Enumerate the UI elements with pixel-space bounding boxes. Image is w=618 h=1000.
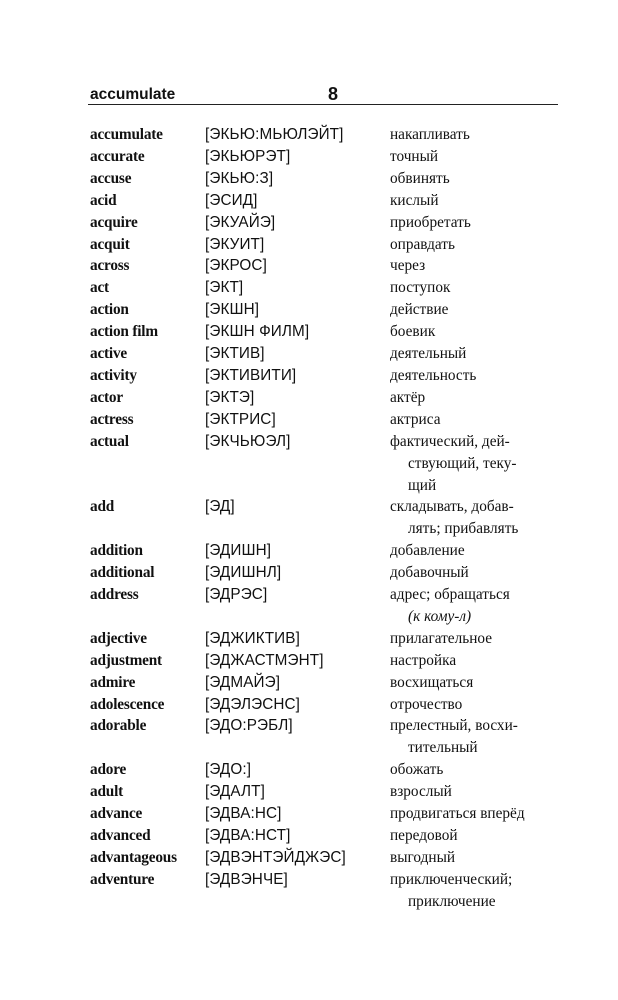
translation-line: накапливать bbox=[390, 126, 470, 143]
translation-line: тительный bbox=[408, 739, 478, 757]
dictionary-entry bbox=[90, 759, 560, 781]
entry-translation bbox=[390, 168, 560, 190]
translation-line: обвинять bbox=[390, 169, 450, 187]
translation-line: актёр bbox=[390, 388, 426, 406]
translation-line: приключение bbox=[408, 892, 496, 910]
translation-line: оправдать bbox=[390, 235, 455, 253]
entry-word: activity bbox=[90, 366, 137, 384]
entry-translation bbox=[390, 365, 560, 387]
entry-pronunciation: [ЭДЭЛЭСНС] bbox=[205, 695, 301, 713]
entry-word: active bbox=[90, 345, 128, 363]
entry-pronunciation: [ЭКЬЮРЭТ] bbox=[205, 147, 291, 165]
entry-word: accurate bbox=[90, 147, 145, 165]
entry-word: action bbox=[90, 301, 129, 319]
entry-word: action film bbox=[90, 323, 158, 341]
entry-pronunciation: [ЭКУИТ] bbox=[205, 235, 265, 253]
entry-pronunciation: [ЭКТЭ] bbox=[205, 388, 255, 406]
dictionary-entry bbox=[90, 321, 560, 343]
entry-word: actress bbox=[90, 410, 134, 428]
dictionary-entry bbox=[90, 277, 560, 299]
dictionary-entry bbox=[90, 781, 560, 803]
entry-translation bbox=[390, 255, 560, 277]
entry-translation bbox=[390, 190, 560, 212]
entry-pronunciation: [ЭДО:РЭБЛ] bbox=[205, 717, 293, 735]
dictionary-entry bbox=[90, 694, 560, 716]
dictionary-entry bbox=[90, 343, 560, 365]
entry-translation bbox=[390, 781, 560, 803]
entry-translation bbox=[390, 628, 560, 650]
translation-line: кислый bbox=[390, 191, 439, 209]
entry-pronunciation: [ЭКШН] bbox=[205, 301, 260, 319]
entry-translation bbox=[390, 715, 560, 759]
dictionary-entry bbox=[90, 365, 560, 387]
page-number: 8 bbox=[327, 84, 338, 104]
translation-line: через bbox=[390, 257, 426, 275]
entry-translation bbox=[390, 847, 560, 869]
entry-word: additional bbox=[90, 564, 155, 582]
entry-pronunciation: [ЭДИШНЛ] bbox=[205, 564, 282, 582]
entry-pronunciation: [ЭКЬЮ:МЬЮЛЭЙТ] bbox=[205, 126, 344, 143]
entry-pronunciation: [ЭДЖИКТИВ] bbox=[205, 629, 300, 647]
entry-pronunciation: [ЭДВА:НС] bbox=[205, 805, 282, 823]
entry-translation bbox=[390, 584, 560, 628]
entry-word: actor bbox=[90, 388, 123, 406]
dictionary-entry bbox=[90, 387, 560, 409]
translation-line bbox=[390, 606, 560, 628]
entry-translation bbox=[390, 869, 560, 913]
dictionary-entry bbox=[90, 715, 560, 759]
entries-list bbox=[90, 124, 560, 913]
entry-word: adjective bbox=[90, 629, 147, 647]
entry-translation bbox=[390, 146, 560, 168]
translation-line: настройка bbox=[390, 651, 457, 669]
dictionary-entry bbox=[90, 672, 560, 694]
dictionary-entry bbox=[90, 255, 560, 277]
entry-word: admire bbox=[90, 673, 136, 691]
entry-translation bbox=[390, 212, 560, 234]
translation-line: отрочество bbox=[390, 695, 463, 713]
dictionary-entry bbox=[90, 650, 560, 672]
entry-translation bbox=[390, 496, 560, 540]
translation-line: складывать, добав- bbox=[390, 498, 514, 516]
dictionary-entry bbox=[90, 409, 560, 431]
translation-line: поступок bbox=[390, 279, 451, 297]
entry-translation bbox=[390, 650, 560, 672]
entry-translation bbox=[390, 825, 560, 847]
entry-word: act bbox=[90, 279, 109, 297]
dictionary-entry bbox=[90, 190, 560, 212]
dictionary-entry bbox=[90, 803, 560, 825]
entry-translation bbox=[390, 124, 560, 146]
translation-line: щий bbox=[408, 476, 437, 494]
entry-word: actual bbox=[90, 432, 129, 450]
translation-line: боевик bbox=[390, 323, 436, 341]
header-rule bbox=[88, 104, 558, 105]
entry-word: adult bbox=[90, 783, 124, 801]
entry-word: adolescence bbox=[90, 695, 165, 713]
translation-line: деятельность bbox=[390, 366, 477, 384]
translation-line: прелестный, восхи- bbox=[390, 717, 518, 735]
entry-pronunciation: [ЭДЖАСТМЭНТ] bbox=[205, 651, 324, 669]
entry-word: accumulate bbox=[90, 126, 163, 143]
translation-line: добавочный bbox=[390, 564, 469, 582]
entry-pronunciation: [ЭДО:] bbox=[205, 761, 252, 779]
translation-line: продвигаться вперёд bbox=[390, 805, 525, 823]
entry-word: across bbox=[90, 257, 130, 275]
entry-translation bbox=[390, 343, 560, 365]
entry-word: address bbox=[90, 586, 139, 604]
entry-translation bbox=[390, 299, 560, 321]
entry-word: adorable bbox=[90, 717, 147, 735]
entry-pronunciation: [ЭСИД] bbox=[205, 191, 258, 209]
dictionary-entry bbox=[90, 431, 560, 497]
entry-word: addition bbox=[90, 542, 143, 560]
translation-line: ствующий, теку- bbox=[408, 454, 517, 472]
dictionary-entry bbox=[90, 146, 560, 168]
entry-word: accuse bbox=[90, 169, 132, 187]
entry-word: adore bbox=[90, 761, 127, 779]
translation-line: лять; прибавлять bbox=[408, 520, 519, 538]
entry-translation bbox=[390, 672, 560, 694]
entry-pronunciation: [ЭДВЭНЧЕ] bbox=[205, 870, 288, 888]
entry-pronunciation: [ЭДМАЙЭ] bbox=[205, 673, 281, 691]
entry-translation bbox=[390, 694, 560, 716]
entry-pronunciation: [ЭДАЛТ] bbox=[205, 783, 265, 801]
entry-translation bbox=[390, 540, 560, 562]
dictionary-entry bbox=[90, 562, 560, 584]
translation-line: действие bbox=[390, 301, 449, 319]
entry-translation bbox=[390, 759, 560, 781]
entry-pronunciation: [ЭДВЭНТЭЙДЖЭС] bbox=[205, 848, 346, 866]
entry-pronunciation: [ЭКУАЙЭ] bbox=[205, 213, 276, 231]
translation-line: приобретать bbox=[390, 213, 471, 231]
entry-pronunciation: [ЭКЧЬЮЭЛ] bbox=[205, 432, 291, 450]
translation-line: выгодный bbox=[390, 848, 456, 866]
translation-line: деятельный bbox=[390, 345, 467, 363]
dictionary-entry bbox=[90, 540, 560, 562]
translation-line: обожать bbox=[390, 761, 444, 779]
entry-translation bbox=[390, 431, 560, 497]
translation-line: восхищаться bbox=[390, 673, 474, 691]
entry-pronunciation: [ЭДРЭС] bbox=[205, 586, 268, 604]
entry-pronunciation: [ЭКШН ФИЛМ] bbox=[205, 323, 310, 341]
dictionary-entry bbox=[90, 869, 560, 913]
translation-line: приключенческий; bbox=[390, 870, 513, 888]
entry-word: adjustment bbox=[90, 651, 162, 669]
entry-word: acid bbox=[90, 191, 117, 209]
entry-word: acquit bbox=[90, 235, 130, 253]
translation-line: точный bbox=[390, 147, 439, 165]
entry-translation bbox=[390, 803, 560, 825]
translation-line: взрослый bbox=[390, 783, 452, 801]
dictionary-entry bbox=[90, 825, 560, 847]
dictionary-entry bbox=[90, 584, 560, 628]
entry-pronunciation: [ЭКТИВИТИ] bbox=[205, 366, 297, 384]
entry-translation bbox=[390, 409, 560, 431]
entry-pronunciation: [ЭКТИВ] bbox=[205, 345, 265, 363]
entry-word: advanced bbox=[90, 827, 151, 844]
dictionary-entry bbox=[90, 234, 560, 256]
entry-pronunciation: [ЭКЬЮ:З] bbox=[205, 169, 274, 187]
entry-word: adventure bbox=[90, 870, 155, 888]
translation-line: адрес; обращаться bbox=[390, 586, 510, 604]
entry-pronunciation: [ЭД] bbox=[205, 498, 235, 516]
translation-note: (к кому-л) bbox=[408, 607, 472, 625]
dictionary-entry bbox=[90, 168, 560, 190]
translation-line: добавление bbox=[390, 542, 465, 560]
entry-word: acquire bbox=[90, 213, 138, 231]
entry-pronunciation: [ЭКТРИС] bbox=[205, 410, 276, 428]
translation-line: прилагательное bbox=[390, 629, 493, 647]
entry-translation bbox=[390, 234, 560, 256]
entry-translation bbox=[390, 387, 560, 409]
entry-translation bbox=[390, 277, 560, 299]
translation-line: передовой bbox=[390, 827, 458, 844]
page-number-container bbox=[88, 84, 558, 105]
entry-pronunciation: [ЭДИШН] bbox=[205, 542, 272, 560]
entry-translation bbox=[390, 562, 560, 584]
translation-line: фактический, дей- bbox=[390, 432, 510, 450]
running-head-word: accumulate bbox=[90, 86, 176, 103]
entry-word: advantageous bbox=[90, 848, 177, 866]
dictionary-entry bbox=[90, 124, 560, 146]
entry-word: add bbox=[90, 498, 115, 516]
dictionary-entry bbox=[90, 496, 560, 540]
entry-pronunciation: [ЭКРОС] bbox=[205, 257, 267, 275]
entry-pronunciation: [ЭДВА:НСТ] bbox=[205, 827, 291, 844]
entry-word: advance bbox=[90, 805, 143, 823]
entry-pronunciation: [ЭКТ] bbox=[205, 279, 244, 297]
entry-translation bbox=[390, 321, 560, 343]
dictionary-entry bbox=[90, 847, 560, 869]
dictionary-entry bbox=[90, 212, 560, 234]
translation-line: актриса bbox=[390, 410, 441, 428]
dictionary-entry bbox=[90, 628, 560, 650]
dictionary-entry bbox=[90, 299, 560, 321]
